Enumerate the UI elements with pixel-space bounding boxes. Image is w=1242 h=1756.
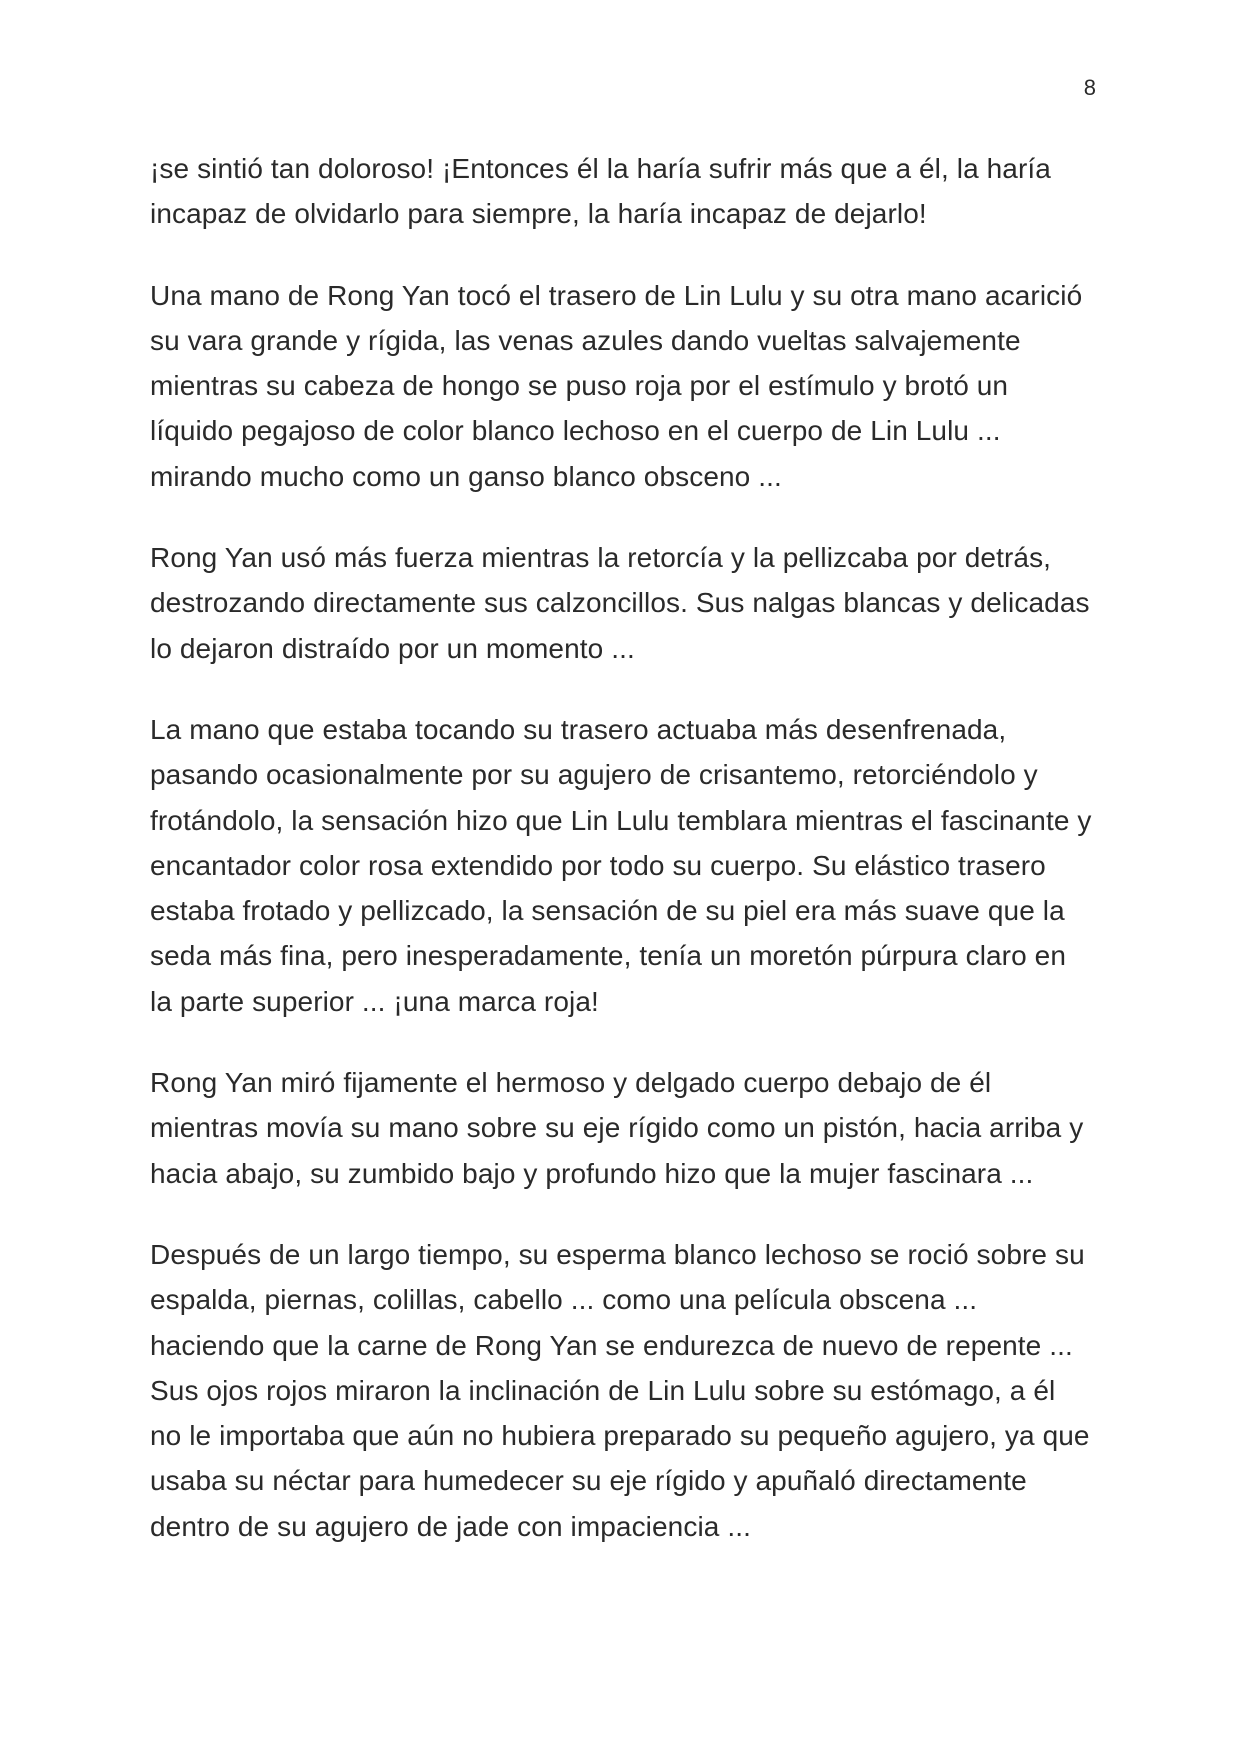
text-line: encantador color rosa extendido por todo su cuerpo. Su elástico trasero [150, 849, 1046, 881]
text-line: Rong Yan miró fijamente el hermoso y delgado cuerpo debajo de él [150, 1067, 992, 1099]
text-line: destrozando directamente sus calzoncillos. Sus nalgas blancas y delicadas [150, 587, 1090, 619]
text-line: mirando mucho como un ganso blanco obsceno ... [150, 460, 782, 492]
text-line: la parte superior ... ¡una marca roja! [150, 985, 599, 1017]
text-line: no le importaba que aún no hubiera preparado su pequeño agujero, ya que [150, 1420, 1090, 1452]
text-line: frotándolo, la sensación hizo que Lin Lulu temblara mientras el fascinante y [150, 804, 1092, 836]
text-line: Sus ojos rojos miraron la inclinación de Lin Lulu sobre su estómago, a él [150, 1374, 1056, 1406]
text-line: Una mano de Rong Yan tocó el trasero de Lin Lulu y su otra mano acarició [150, 279, 1083, 311]
paragraph [150, 1232, 1110, 1549]
paragraph [150, 146, 1110, 237]
text-line: incapaz de olvidarlo para siempre, la haría incapaz de dejarlo! [150, 198, 927, 230]
text-line: pasando ocasionalmente por su agujero de crisantemo, retorciéndolo y [150, 759, 1038, 791]
paragraph [150, 535, 1110, 671]
paragraph [150, 1060, 1110, 1196]
text-line: líquido pegajoso de color blanco lechoso en el cuerpo de Lin Lulu ... [150, 415, 1001, 447]
text-line: hacia abajo, su zumbido bajo y profundo hizo que la mujer fascinara ... [150, 1157, 1034, 1189]
text-line: haciendo que la carne de Rong Yan se endurezca de nuevo de repente ... [150, 1329, 1073, 1361]
text-line: ¡se sintió tan doloroso! ¡Entonces él la haría sufrir más que a él, la haría [150, 153, 1051, 184]
text-line: espalda, piernas, colillas, cabello ... como una película obscena ... [150, 1284, 978, 1316]
text-line: seda más fina, pero inesperadamente, tenía un moretón púrpura claro en [150, 940, 1067, 972]
text-line: mientras su cabeza de hongo se puso roja por el estímulo y brotó un [150, 370, 1009, 402]
page-number: 8 [1083, 75, 1096, 100]
text-line: su vara grande y rígida, las venas azules dando vueltas salvajemente [150, 324, 1021, 356]
text-line: Después de un largo tiempo, su esperma blanco lechoso se roció sobre su [150, 1238, 1085, 1270]
paragraph [150, 273, 1110, 499]
text-line: La mano que estaba tocando su trasero actuaba más desenfrenada, [150, 713, 1007, 745]
body-text [150, 146, 1110, 1585]
text-line: mientras movía su mano sobre su eje rígido como un pistón, hacia arriba y [150, 1112, 1084, 1144]
text-line: usaba su néctar para humedecer su eje rígido y apuñaló directamente [150, 1465, 1027, 1497]
text-line: Rong Yan usó más fuerza mientras la retorcía y la pellizcaba por detrás, [150, 542, 1052, 574]
text-line: estaba frotado y pellizcado, la sensación de su piel era más suave que la [150, 895, 1065, 927]
text-line: lo dejaron distraído por un momento ... [150, 632, 635, 664]
paragraph [150, 707, 1110, 1024]
text-line: dentro de su agujero de jade con impaciencia ... [150, 1510, 751, 1542]
